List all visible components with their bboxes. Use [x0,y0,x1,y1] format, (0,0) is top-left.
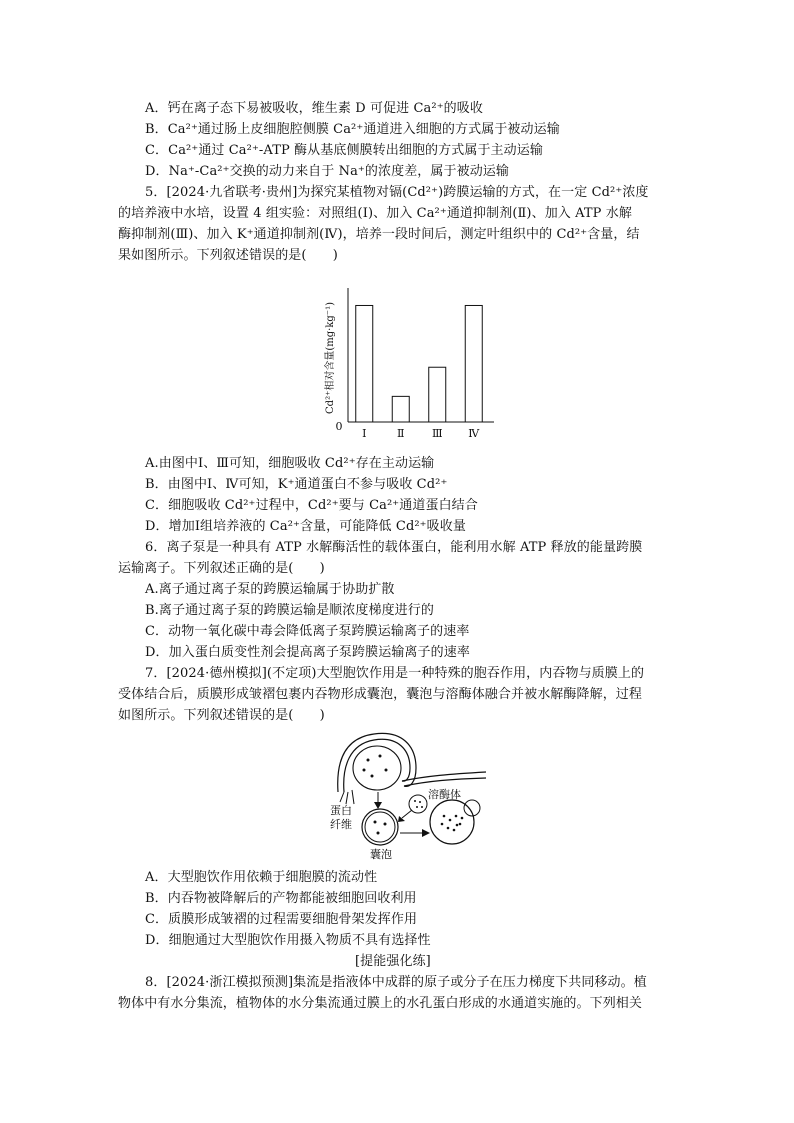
arrow-right-head [422,829,430,837]
q7-option-d: D．细胞通过大型胞饮作用摄入物质不具有选择性 [145,933,431,948]
vesicle-outer [362,809,398,845]
x-tick-4: Ⅳ [468,427,480,440]
q4-option-c: C．Ca²⁺通过 Ca²⁺-ATP 酶从基底侧膜转出细胞的方式属于主动运输 [145,143,543,158]
q5-stem-line-3: 酶抑制剂(Ⅲ)、加入 K⁺通道抑制剂(Ⅳ)，培养一段时间后，测定叶组织中的 Cd²⁺含量，结 [118,227,640,242]
x-tick-2: Ⅱ [397,427,405,440]
q4-option-d: D．Na⁺-Ca²⁺交换的动力来自于 Na⁺的浓度差，属于被动运输 [145,164,509,179]
q7-stem-line-1: 7．[2024·德州模拟](不定项)大型胞饮作用是一种特殊的胞吞作用，内吞物与质膜上的 [145,666,645,681]
macropinocytosis-figure [330,730,490,860]
label-protein-fiber-2: 纤维 [330,818,352,831]
label-protein-fiber-1: 蛋白 [330,804,352,817]
q7-stem-line-3: 如图所示。下列叙述错误的是( ) [118,708,325,723]
origin-label: 0 [335,420,343,433]
arrow-down-head [374,802,382,809]
bar-1 [356,305,373,422]
engulfed-region [353,746,401,790]
x-tick-3: Ⅲ [431,427,443,440]
q6-stem-line-2: 运输离子。下列叙述正确的是( ) [118,561,325,576]
q5-option-b: B．由图中Ⅰ、Ⅳ可知，K⁺通道蛋白不参与吸收 Cd²⁺ [145,477,448,492]
bar-2 [392,396,409,422]
q6-option-a: A.离子通过离子泵的跨膜运输属于协助扩散 [145,582,395,597]
q7-option-a: A．大型胞饮作用依赖于细胞膜的流动性 [145,870,378,885]
vesicle-inner [365,812,395,842]
x-tick-labels [362,427,480,440]
arrow-lysosome-line [402,810,412,818]
q6-option-b: B.离子通过离子泵的跨膜运输是顺浓度梯度进行的 [145,603,434,618]
plasma-membrane-inner [404,778,486,786]
q4-option-a: A．钙在离子态下易被吸收，维生素 D 可促进 Ca²⁺的吸收 [145,101,483,116]
q5-option-d: D．增加Ⅰ组培养液的 Ca²⁺含量，可能降低 Cd²⁺吸收量 [145,519,466,534]
fused-lysosome [430,800,474,844]
protein-fiber-lines [340,790,354,804]
membrane-fold-outer [338,733,416,792]
q5-stem-line-1: 5．[2024·九省联考·贵州]为探究某植物对镉(Cd²⁺)跨膜运输的方式，在一定 Cd²⁺浓度 [145,185,649,200]
macropinocytosis-diagram [330,730,490,860]
x-tick-1: Ⅰ [362,427,367,440]
q5-stem-line-4: 果如图所示。下列叙述错误的是( ) [118,248,338,263]
q7-option-b: B．内吞物被降解后的产物都能被细胞回收利用 [145,891,417,906]
bar-chart-svg [318,280,504,444]
label-vesicle: 囊泡 [370,848,392,860]
q6-stem-line-1: 6．离子泵是一种具有 ATP 水解酶活性的载体蛋白，能利用水解 ATP 释放的能量跨膜 [145,540,643,555]
q6-option-d: D．加入蛋白质变性剂会提高离子泵跨膜运输离子的速率 [145,645,470,660]
q7-stem-line-2: 受体结合后，质膜形成皱褶包裹内吞物形成囊泡，囊泡与溶酶体融合并被水解酶降解，过程 [118,687,643,702]
q8-stem-line-2: 物体中有水分集流，植物体的水分集流通过膜上的水孔蛋白形成的水通道实施的。下列相关 [118,996,643,1011]
q6-option-c: C．动物一氧化碳中毒会降低离子泵跨膜运输离子的速率 [145,624,470,639]
q8-stem-line-1: 8．[2024·浙江模拟预测]集流是指液体中成群的原子或分子在压力梯度下共同移动。植 [145,975,647,990]
bar-3 [429,367,446,422]
section-heading: [提能强化练] [355,954,431,969]
bar-4 [465,305,482,422]
y-axis-label: Cd²⁺相对含量(mg·kg⁻¹) [325,302,336,414]
cd-content-bar-chart [318,280,504,444]
q5-option-c: C．细胞吸收 Cd²⁺过程中，Cd²⁺要与 Ca²⁺通道蛋白结合 [145,498,478,513]
q4-option-b: B．Ca²⁺通过肠上皮细胞腔侧膜 Ca²⁺通道进入细胞的方式属于被动运输 [145,122,560,137]
q5-stem-line-2: 的培养液中水培，设置 4 组实验：对照组(Ⅰ)、加入 Ca²⁺通道抑制剂(Ⅱ)、加入 ATP 水解 [118,206,632,221]
q5-option-a: A.由图中Ⅰ、Ⅲ可知，细胞吸收 Cd²⁺存在主动运输 [145,456,435,471]
label-lysosome: 溶酶体 [428,788,461,801]
q7-option-c: C．质膜形成皱褶的过程需要细胞骨架发挥作用 [145,912,418,927]
bars-group [356,305,483,422]
